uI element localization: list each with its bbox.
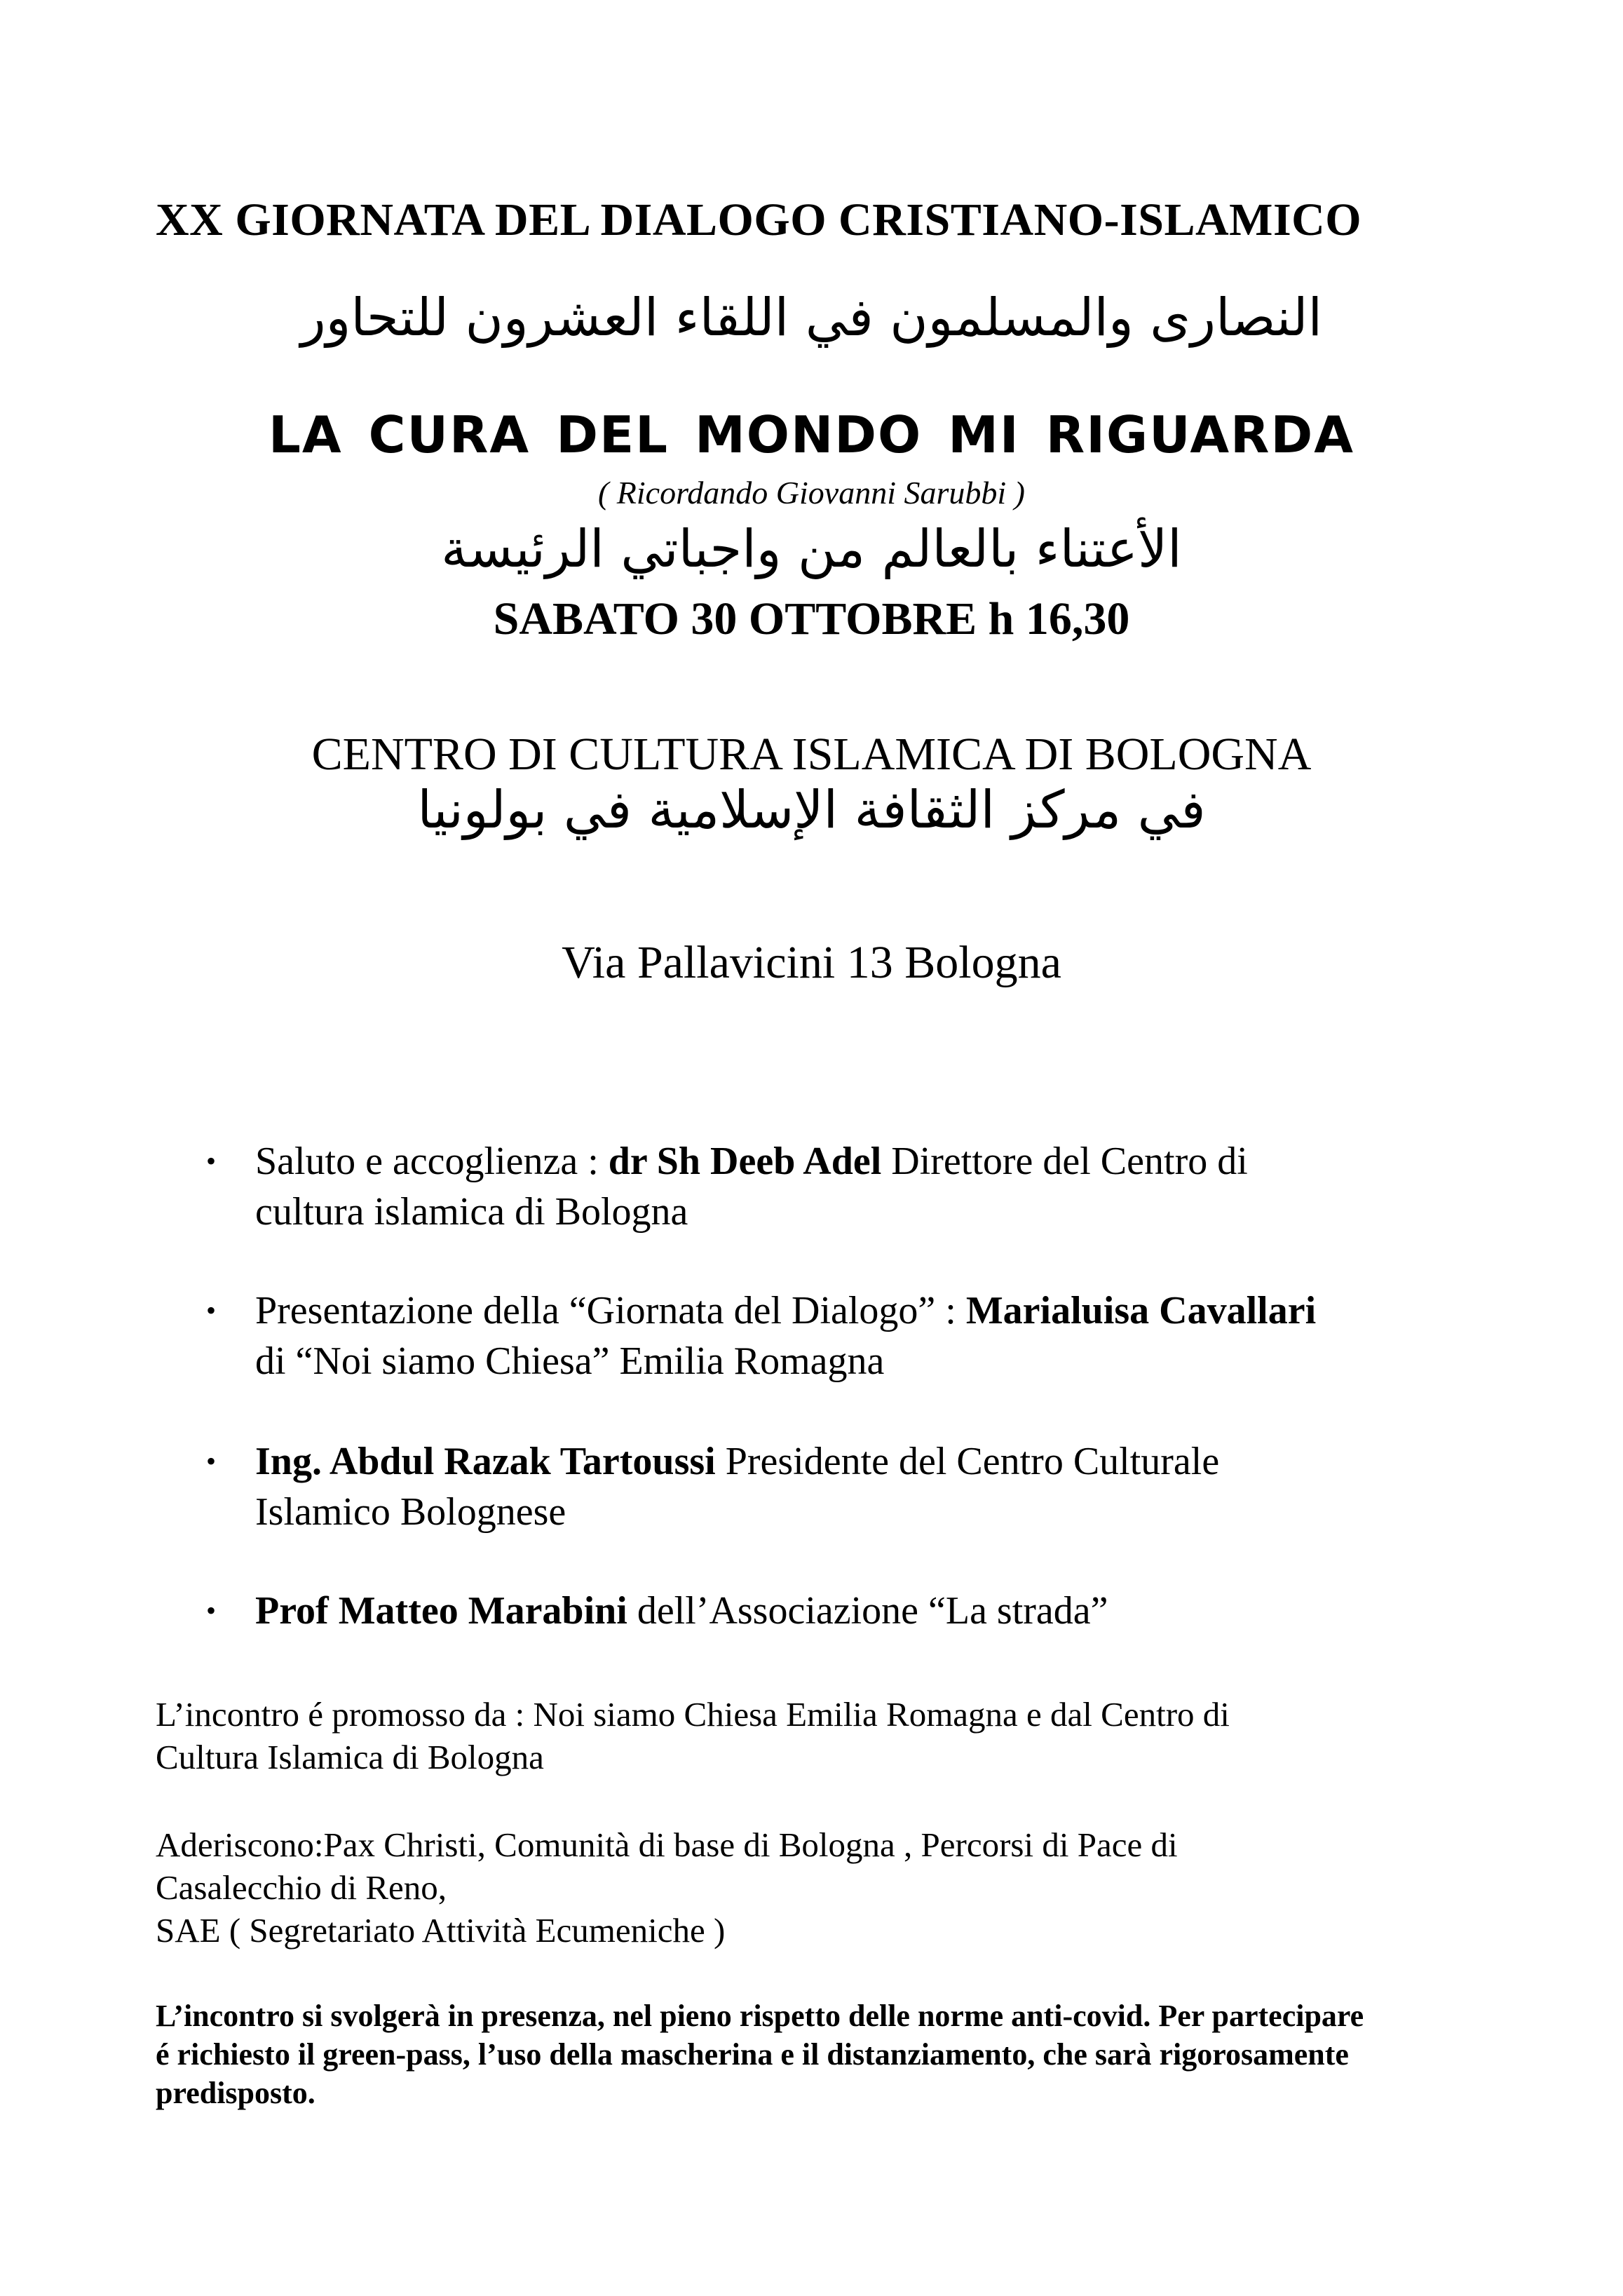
arabic-theme-headline: الأعتناء بالعالم من واجباتي الرئيسة (441, 519, 1182, 579)
covid-notice-line: L’incontro si svolgerà in presenza, nel pieno rispetto delle norme anti-covid. Per partecipare (156, 1999, 1364, 2033)
speaker-role-continued: di “Noi siamo Chiesa” Emilia Romagna (255, 1339, 885, 1383)
speaker-name: Marialuisa Cavallari (965, 1289, 1317, 1332)
bullet-icon: • (206, 1595, 217, 1626)
theme-headline: LA CURA DEL MONDO MI RIGUARDA (269, 405, 1354, 464)
promotion-line: Cultura Islamica di Bologna (156, 1738, 544, 1776)
program-item (199, 1436, 1503, 1537)
adherents-line: Casalecchio di Reno, (156, 1868, 447, 1907)
covid-notice-line: é richiesto il green-pass, l’uso della mascherina e il distanziamento, che sarà rigorosamente (156, 2037, 1349, 2072)
adherents-line: Aderiscono:Pax Christi, Comunità di base di Bologna , Percorsi di Pace di (156, 1825, 1178, 1864)
arabic-venue-name: في مركز الثقافة الإسلامية في بولونيا (417, 780, 1206, 840)
adherents-line: SAE ( Segretariato Attività Ecumeniche ) (156, 1911, 726, 1950)
speaker-role: Presidente del Centro Culturale (715, 1440, 1220, 1483)
covid-notice-line: predisposto. (156, 2076, 315, 2110)
speaker-role: Direttore del Centro di (881, 1140, 1248, 1183)
bullet-icon: • (206, 1295, 217, 1326)
arabic-event-title: النصارى والمسلمون في اللقاء العشرون للتحاور (300, 288, 1323, 348)
event-date-time: SABATO 30 OTTOBRE h 16,30 (493, 593, 1130, 644)
speaker-role-continued: cultura islamica di Bologna (255, 1190, 688, 1234)
promotion-paragraph (156, 1693, 1488, 1778)
bullet-icon: • (206, 1445, 217, 1477)
adherents-paragraph (156, 1823, 1488, 1952)
program-item-intro: Saluto e accoglienza : (255, 1140, 609, 1183)
speaker-name: Prof Matteo Marabini (255, 1589, 627, 1633)
event-title: XX GIORNATA DEL DIALOGO CRISTIANO-ISLAMICO (156, 194, 1362, 245)
covid-notice (156, 1997, 1488, 2112)
bullet-icon: • (206, 1145, 217, 1177)
speaker-role: dell’Associazione “La strada” (627, 1589, 1108, 1633)
program-item (199, 1586, 1503, 1636)
program-list (199, 1136, 1503, 1636)
program-item (199, 1285, 1503, 1386)
promotion-line: L’incontro é promosso da : Noi siamo Chiesa Emilia Romagna e dal Centro di (156, 1695, 1230, 1734)
speaker-name: dr Sh Deeb Adel (608, 1140, 882, 1183)
venue-address: Via Pallavicini 13 Bologna (562, 937, 1061, 988)
speaker-name: Ing. Abdul Razak Tartoussi (255, 1440, 716, 1483)
speaker-role-continued: Islamico Bolognese (255, 1490, 566, 1534)
venue-name: CENTRO DI CULTURA ISLAMICA DI BOLOGNA (311, 729, 1312, 780)
program-item-intro: Presentazione della “Giornata del Dialogo” : (255, 1289, 966, 1332)
theme-subtitle: ( Ricordando Giovanni Sarubbi ) (597, 475, 1025, 511)
program-item (199, 1136, 1503, 1237)
